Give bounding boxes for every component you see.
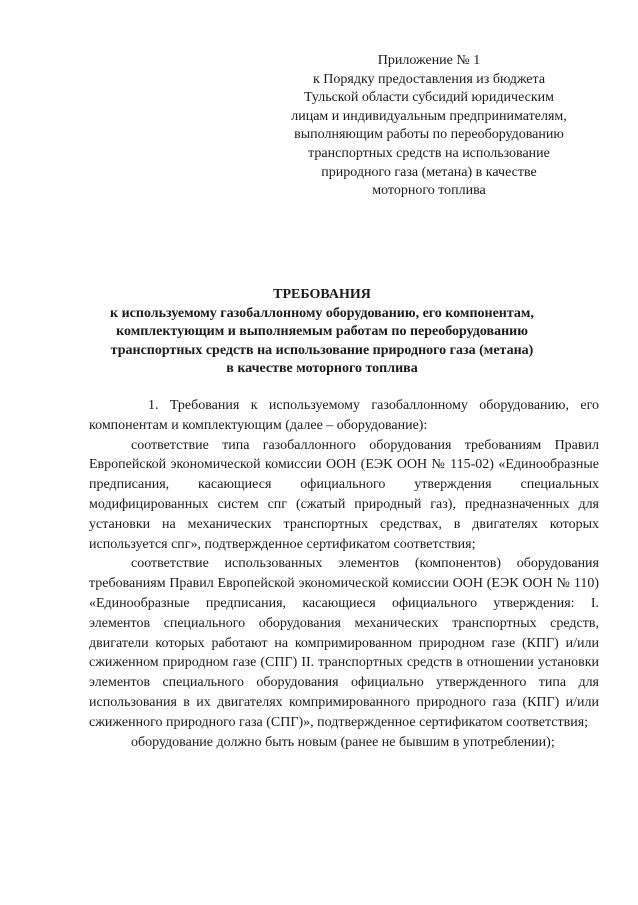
annex-line: природного газа (метана) в качестве [321,164,537,180]
title-heading: ТРЕБОВАНИЯ [273,287,371,302]
paragraph-requirement-1: 1. Требования к используемому газобаллонному оборудованию, его компонентам и комплектующим (далее – оборудование): [89,398,599,433]
document-body [89,396,599,752]
annex-reference [268,52,590,201]
paragraph-ece-110: соответствие использованных элементов (компонентов) оборудования требованиям Правил Европейской экономической комиссии ООН (ЕЭК ООН № 110) «Единообразные предписания, касающиеся официального утверждения: I. элементов специального оборудования механических транспортных средств, двигатели которых работают на компримированном природном газе (КПГ) и/или сжиженном природном газе (СПГ) II. транспортных средств в отношении установки элементов специального оборудования официально утвержденного типа для использования в их двигателях компримированного природного газа (КПГ) и/или сжиженного природного газа (СПГ)», подтвержденное сертификатом соответствия; [89,556,599,730]
annex-line: лицам и индивидуальным предпринимателям, [291,108,567,124]
annex-line: моторного топлива [372,183,486,199]
title-line: комплектующим и выполняемым работам по переоборудованию [116,324,528,340]
annex-line: к Порядку предоставления из бюджета [312,71,546,87]
annex-line: выполняющим работы по переоборудованию [294,127,564,143]
title-line: транспортных средств на использование природного газа (метана) [110,342,534,358]
annex-line: транспортных средств на использование [308,145,550,161]
paragraph-ece-115: соответствие типа газобаллонного оборудования требованиям Правил Европейской экономической комиссии ООН (ЕЭК ООН № 115-02) «Единообразные предписания, касающиеся официального утверждения специальных модифицированных систем спг (сжатый природный газ), предназначенных для установки на механических транспортных средствах, в двигателях которых используется спг», подтвержденное сертификатом соответствия; [89,437,599,552]
document-title [72,286,572,379]
paragraph-new-equipment: оборудование должно быть новым (ранее не бывшим в употреблении); [131,734,555,750]
title-line: в качестве моторного топлива [226,361,418,377]
annex-line: Тульской области субсидий юридическим [303,90,555,106]
title-line: к используемому газобаллонному оборудованию, его компонентам, [110,305,534,321]
annex-line: Приложение № 1 [377,53,481,68]
